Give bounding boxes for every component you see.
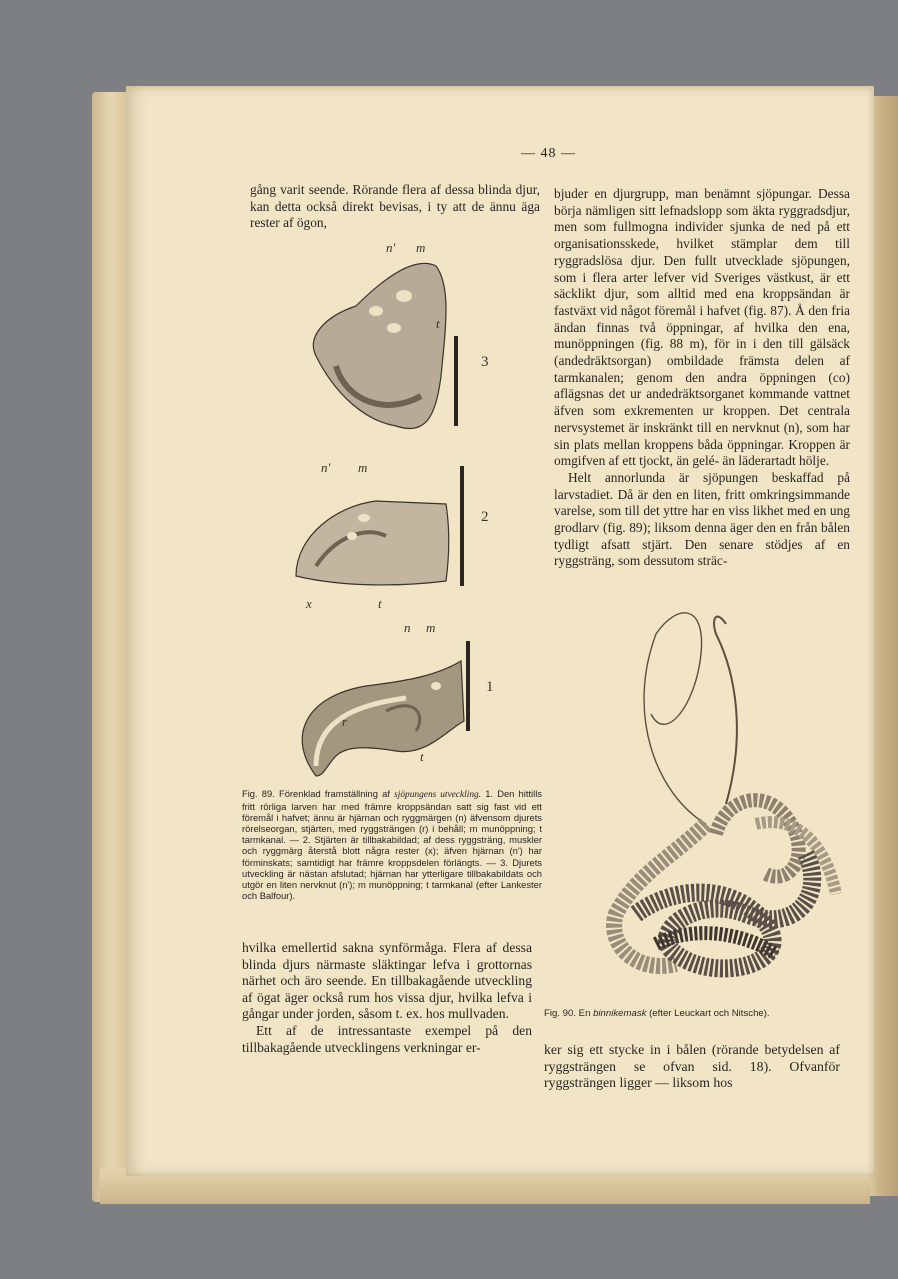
label: m	[416, 240, 426, 255]
figure-89-caption	[242, 788, 542, 901]
label: 2	[481, 509, 489, 525]
caption-text: En	[578, 1008, 591, 1019]
right-column-top	[554, 186, 850, 570]
label: n'	[386, 240, 396, 255]
caption-suffix: (efter Leuckart och Nitsche).	[649, 1008, 770, 1019]
figure-90-caption	[544, 1008, 844, 1019]
paragraph: Helt annorlunda är sjöpungen beskaffad på larvstadiet. Då är den en liten, fritt omkringsimmande varelse, som till det yttre har en viss likhet med en ung grodlarv (fig. 89); liksom denna äger den en från bålen tydligt afsatt stjärt. Den senare stödjes af en ryggsträng, som dessutom sträc-	[554, 469, 850, 569]
label: r	[342, 714, 348, 729]
label: m	[358, 460, 368, 475]
caption-italic: sjöpungens utveckling.	[394, 790, 482, 800]
figure-89-illustration	[276, 236, 516, 796]
paragraph: bjuder en djurgrupp, man benämnt sjöpungar. Dessa börja nämligen sitt lefnadslopp som äkta ryggradsdjur, men som fullmogna individer sjunka de ned på ett organisationsskede, hvilket stämplar dem till ryggradslösa djur. Den fullt utvecklade sjöpungen, som i flera arter lefver vid Sveriges västkust, är ett säcklikt djur, som alltid med ena kroppsändan är fastväxt vid något föremål i hafvet (fig. 87). Å den fria ändan finnas två öppningar, af hvilka den ena, munöppningen (fig. 88 m), för in i den till gälsäck (andedräktsorgan) ombildade främsta delen af tarmkanalen; genom den andra öppningen (co) aflägsnas det ur andedräktsorganet kommande vattnet äfven som exkrementen ur kroppen. Det centrala nervsystemet är inskränkt till en nervknut (n), som har sin plats mellan kroppens båda öppningar. Kroppen är omgifven af ett tjockt, än gelé- än läderartadt hölje.	[554, 186, 850, 469]
caption-label: Fig. 90.	[544, 1008, 576, 1019]
book-page	[126, 86, 874, 1176]
page-number: — 48 —	[521, 146, 576, 161]
label: 3	[481, 354, 489, 370]
paragraph: gång varit seende. Rörande flera af dessa blinda djur, kan detta också direkt bevisas, i ty att de ännu äga rester af ögon,	[250, 182, 540, 231]
right-column-bottom	[544, 1042, 840, 1092]
label: t	[378, 596, 382, 611]
paragraph: ker sig ett stycke in i bålen (rörande betydelsen af ryggsträngen se ofvan sid. 18). Ofvanför ryggsträngen ligger — liksom hos	[544, 1042, 840, 1091]
caption-body: 1. Den hittills fritt rörliga larven har med främre kroppsändan satt sig fast vid ett föremål i hafvet; ännu är hjärnan och ryggmärgen (n) äfvensom djurets rörelseorgan, stjärten, med ryggsträngen (r) i behåll; m munöppning; t tarmkanal. — 2. Stjärten är tillbakabildad; af dess ryggsträng, muskler och ryggmärg återstå blott några rester (x); äfven hjärnan (n') har förminskats; samtidigt har främre kroppsdelen förlängts. — 3. Djurets utveckling är nästan afslutad; hjärnan har ytterligare tillbakabildats och utgör en liten nervknut (n'); m munöppning; t tarmkanal (efter Lankester och Balfour).	[242, 788, 542, 901]
figure-89-stage-2	[296, 460, 489, 611]
caption-label: Fig. 89.	[242, 788, 275, 799]
label: m	[426, 620, 436, 635]
left-column-top	[250, 182, 540, 232]
label: t	[436, 316, 440, 331]
caption-italic: binnikemask	[593, 1008, 647, 1019]
paragraph: hvilka emellertid sakna synförmåga. Flera af dessa blinda djurs närmaste släktingar lefva i grottornas närhet och äro seende. En tillbakagående utveckling af ögat äger också rum hos vissa djur, hvilka lefva i gångar under jorden, såsom t. ex. hos mullvaden.	[242, 940, 532, 1022]
paragraph: Ett af de intressantaste exempel på den tillbakagående utvecklingens verkningar er-	[242, 1022, 532, 1055]
label: t	[420, 749, 424, 764]
figure-90-illustration	[596, 594, 856, 990]
left-column-bottom	[242, 940, 532, 1056]
label: x	[306, 596, 312, 611]
label: 1	[486, 679, 494, 695]
caption-title: Förenklad framställning af	[278, 788, 390, 799]
figure-89-stage-3	[313, 240, 488, 429]
label: n'	[321, 460, 331, 475]
label: n	[404, 620, 411, 635]
figure-89-stage-1	[302, 620, 493, 776]
